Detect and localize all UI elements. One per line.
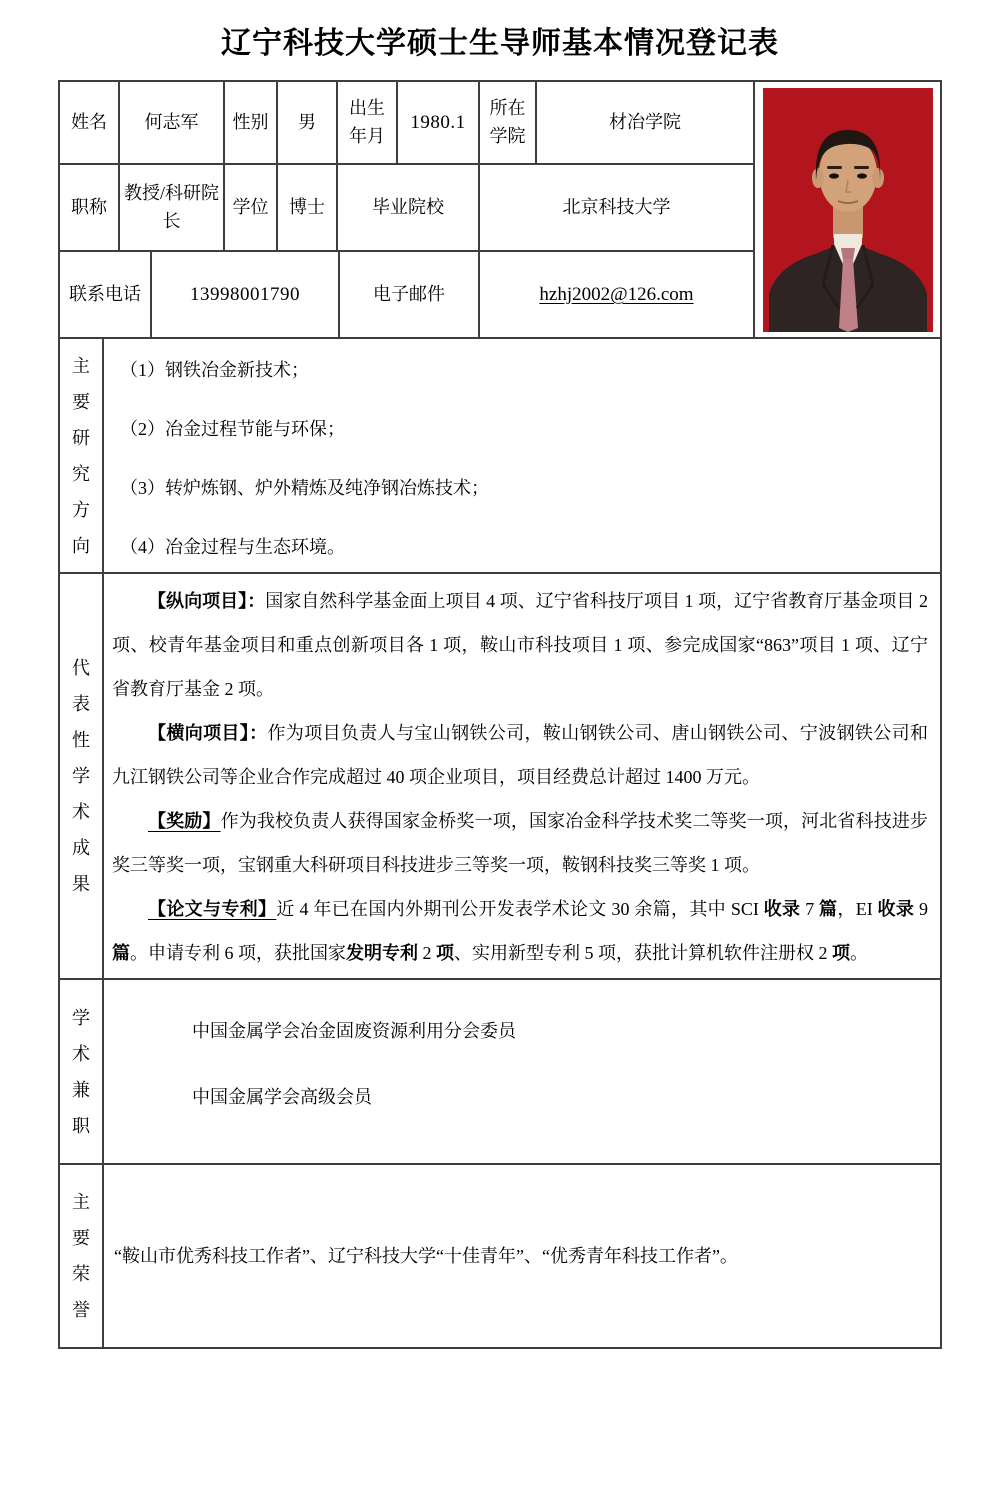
honors-label: 主要荣誉 xyxy=(72,1192,90,1320)
achievements-label-cell xyxy=(60,574,104,978)
gender-value: 男 xyxy=(278,82,338,163)
portrait-photo-image xyxy=(763,88,933,332)
email-link[interactable]: hzhj2002@126.com xyxy=(539,283,694,305)
college-label: 所在学院 xyxy=(480,82,537,163)
name-label: 姓名 xyxy=(60,82,120,163)
research-directions-label: 主要研究方向 xyxy=(72,355,90,556)
email-cell xyxy=(480,252,753,337)
research-direction-item: （4）冶金过程与生态环境。 xyxy=(120,537,345,557)
degree-value: 博士 xyxy=(278,165,338,250)
achievement-paragraph: 【论文与专利】近 4 年已在国内外期刊公开发表学术论文 30 余篇，其中 SCI 收录 7 篇，EI 收录 9 篇。申请专利 6 项，获批国家发明专利 2 项、实用新型专利 5 项，获批计算机软件注册权 2 项。 xyxy=(112,899,929,963)
form-title: 辽宁科技大学硕士生导师基本情况登记表 xyxy=(221,27,779,60)
research-directions-label-cell xyxy=(60,339,104,572)
email-label: 电子邮件 xyxy=(340,252,480,337)
phone-label: 联系电话 xyxy=(60,252,152,337)
research-direction-item: （2）冶金过程节能与环保； xyxy=(120,419,345,439)
achievements-content xyxy=(104,574,940,978)
achievement-paragraph: 【奖励】作为我校负责人获得国家金桥奖一项，国家冶金科学技术奖二等奖一项，河北省科技进步奖三等奖一项，宝钢重大科研项目科技进步三等奖一项，鞍钢科技奖三等奖 1 项。 xyxy=(112,811,929,875)
basic-info-block xyxy=(60,82,940,339)
college-value: 材冶学院 xyxy=(609,111,681,132)
phone-value: 13998001790 xyxy=(152,252,340,337)
registration-form-table xyxy=(58,80,942,1349)
section-achievements xyxy=(60,574,940,980)
job-title-label: 职称 xyxy=(60,165,120,250)
research-direction-item: （1）钢铁冶金新技术； xyxy=(120,360,309,380)
row-phone-email xyxy=(60,252,753,337)
research-directions-list xyxy=(104,339,940,572)
degree-label: 学位 xyxy=(225,165,278,250)
academic-positions-label-cell xyxy=(60,980,104,1163)
gender-label: 性别 xyxy=(225,82,278,163)
id-photo-cell xyxy=(755,82,940,337)
basic-info-rows xyxy=(60,82,755,337)
academic-position-item: 中国金属学会高级会员 xyxy=(192,1087,372,1107)
row-title-degree-school xyxy=(60,165,753,252)
research-direction-item: （3）转炉炼钢、炉外精炼及纯净钢冶炼技术； xyxy=(120,478,489,498)
achievement-paragraph: 【横向项目】：作为项目负责人与宝山钢铁公司，鞍山钢铁公司、唐山钢铁公司、宁波钢铁公司和九江钢铁公司等企业合作完成超过 40 项企业项目，项目经费总计超过 1400 万元。 xyxy=(112,723,928,787)
academic-positions-list xyxy=(104,980,940,1163)
school-label: 毕业院校 xyxy=(338,165,480,250)
birth-label: 出生年月 xyxy=(338,82,398,163)
honors-label-cell xyxy=(60,1165,104,1347)
honors-content xyxy=(104,1165,940,1347)
achievement-paragraph: 【纵向项目】：国家自然科学基金面上项目 4 项、辽宁省科技厅项目 1 项，辽宁省教育厅基金项目 2 项、校青年基金项目和重点创新项目各 1 项，鞍山市科技项目 1 项、参完成国家“863”项目 1 项、辽宁省教育厅基金 2 项。 xyxy=(112,591,929,699)
section-research-directions xyxy=(60,339,940,574)
job-title-value: 教授/科研院长 xyxy=(120,165,225,250)
section-honors xyxy=(60,1165,940,1347)
section-academic-positions xyxy=(60,980,940,1165)
school-value: 北京科技大学 xyxy=(562,196,671,217)
birth-value: 1980.1 xyxy=(398,82,480,163)
achievements-label: 代表性学术成果 xyxy=(72,658,90,894)
academic-position-item: 中国金属学会冶金固废资源利用分会委员 xyxy=(192,1021,516,1041)
honors-text: “鞍山市优秀科技工作者”、辽宁科技大学“十佳青年”、“优秀青年科技工作者”。 xyxy=(114,1246,738,1266)
row-name-gender-birth-college xyxy=(60,82,753,165)
name-value: 何志军 xyxy=(120,82,225,163)
academic-positions-label: 学术兼职 xyxy=(72,1007,90,1136)
